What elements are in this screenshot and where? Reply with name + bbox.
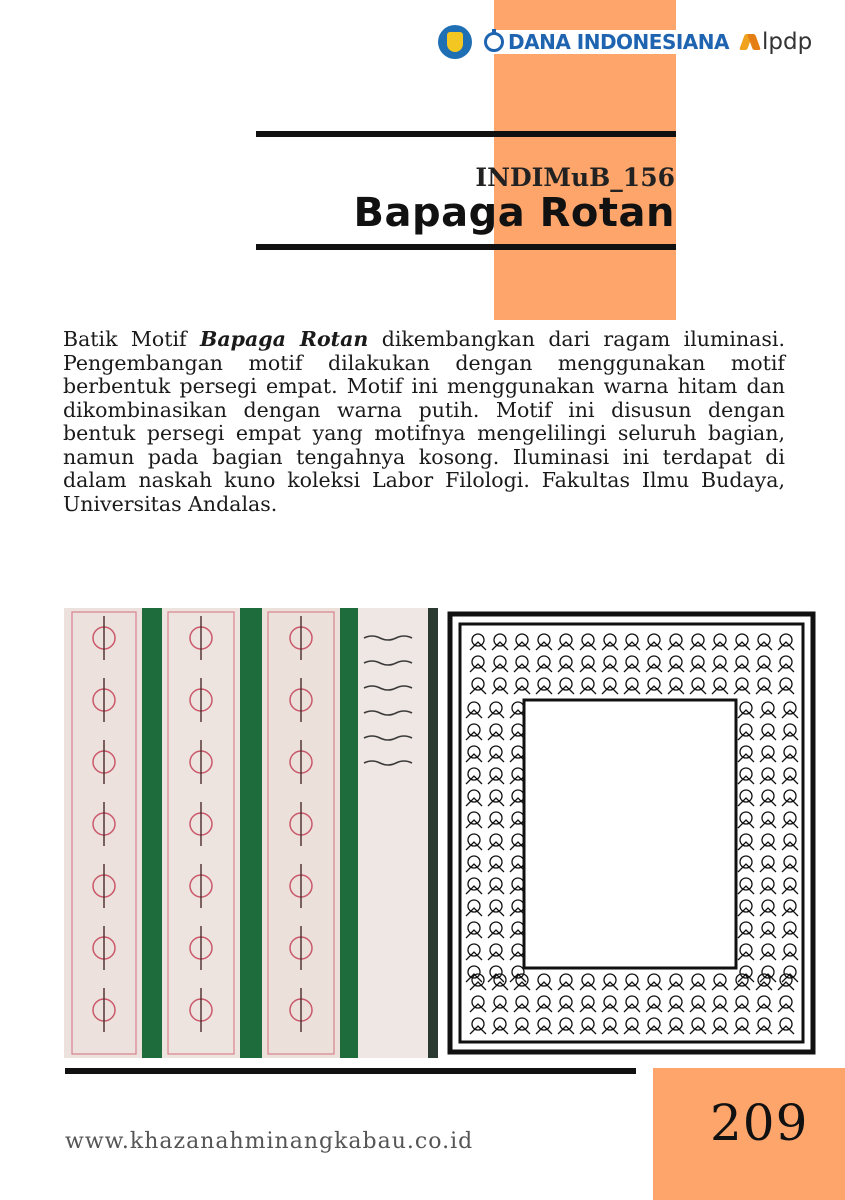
dana-indonesiana-logo	[482, 30, 731, 54]
website-url: www.khazanahminangkabau.co.id	[65, 1129, 474, 1154]
motif-code: INDIMuB_156	[475, 163, 675, 192]
divider-title	[256, 244, 676, 250]
lpdp-label: lpdp	[761, 29, 813, 55]
kemdikbud-logo-icon	[438, 25, 472, 59]
description-text: dikembangkan dari ragam iluminasi. Pengembangan motif dilakukan dengan menggunakan motif berbentuk persegi empat. Motif ini menggunakan warna hitam dan dikombinasikan dengan warna putih. Motif ini disusun dengan bentuk persegi empat yang motifnya mengelilingi seluruh bagian, namun pada bagian tengahnya kosong. Iluminasi ini terdapat di dalam naskah kuno koleksi Labor Filologi. Fakultas Ilmu Budaya, Universitas Andalas.	[63, 327, 785, 516]
lpdp-flame-icon	[741, 32, 759, 52]
page-number: 209	[710, 1094, 809, 1152]
dana-indonesiana-label: DANA INDONESIANA	[508, 30, 729, 54]
lpdp-logo	[741, 29, 812, 55]
motif-name-emphasis: Bapaga Rotan	[200, 327, 369, 351]
sponsor-logos	[438, 22, 812, 62]
divider-bottom	[65, 1068, 636, 1074]
divider-top	[256, 131, 676, 137]
bapaga-rotan-motif	[444, 608, 819, 1058]
manuscript-photo	[64, 608, 438, 1058]
description-prefix: Batik Motif	[63, 327, 201, 351]
page-title: Bapaga Rotan	[353, 190, 675, 236]
power-icon	[484, 32, 504, 52]
description-paragraph	[63, 328, 785, 516]
